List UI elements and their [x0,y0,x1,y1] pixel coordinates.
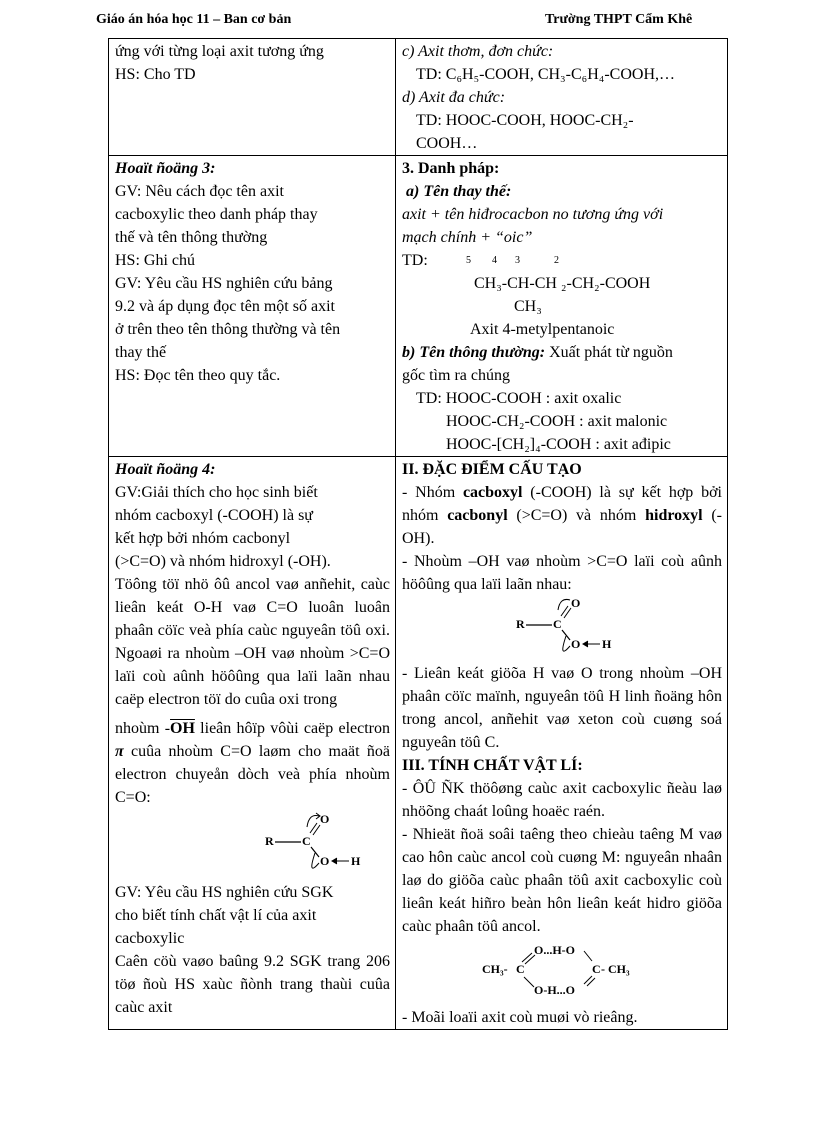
pi-symbol: π [115,743,124,760]
struct-c: C [553,617,562,631]
oh-group: $\overline{OH}$ [170,720,195,737]
activity-3-title: Hoaït ñoäng 3: [115,160,216,177]
term-cacbonyl: cacbonyl [447,507,508,524]
struct-o-bottom: O [571,637,581,651]
text-fragment: nhoùm - [115,720,171,737]
text-line: GV: Yêu cầu HS nghiên cứu bảng [115,275,333,292]
common-example-3: HOOC-[CH₂]₄-COOH : axit ađipic [446,436,671,453]
dimer-structure [402,942,722,1002]
c-title: c) Axit thơm, đơn chức: [402,43,554,60]
carbon-number: 5 [466,255,471,266]
text-line: cacboxylic theo danh pháp thay [115,206,318,223]
carbon-number: 4 [492,255,497,266]
row1-right-cell [396,39,728,156]
lesson-table [108,38,728,1030]
text-line: cacboxylic [115,930,185,947]
text-line: thay thế [115,344,167,361]
term-cacboxyl: cacboxyl [462,484,523,501]
text-line: 9.2 và áp dụng đọc tên một số axit [115,298,335,315]
text-line: ở trên theo tên thông thường và tên [115,321,341,338]
common-example-1: TD: HOOC-COOH : axit oxalic [416,390,622,407]
table-row [109,457,728,1030]
smell-text: - Moãi loaïi axit coù muøi vò rieâng. [402,1009,638,1026]
dimer-bond [522,953,532,962]
dimer-right-group: - CH₃ [601,962,630,976]
nomenclature-title: 3. Danh pháp: [402,160,500,177]
h-o-bond-text: - Lieân keát giöõa H vaø O trong nhoùm –OH phaân cöïc maïnh, nguyeân töû H linh ñoäng hôn trong ancol, anñehit vaø xeton coù cuøng soá nguyeân töû C. [402,665,722,751]
d-title: d) Axit đa chức: [402,89,506,106]
header-left: Giáo án hóa học 11 – Ban cơ bản [96,12,292,27]
row3-left-cell [109,457,396,1030]
struct-o-bottom: O [320,854,330,868]
carbon-numbering [402,249,722,272]
row2-left-cell [109,156,396,457]
arrow-head [583,641,588,647]
text-line: GV: Yêu cầu HS nghiên cứu SGK [115,884,334,901]
struct-bond [562,630,570,640]
dimer-bond [584,951,592,961]
dimer-c2: C [592,962,601,976]
text-line: (>C=O) và nhóm hidroxyl (-OH). [115,553,331,570]
d-example-2: COOH… [416,135,478,152]
text-fragment: lieân hôïp vôùi caëp electron [194,720,390,737]
structure-title: II. ĐẶC ĐIỂM CẤU TẠO [402,461,582,478]
text-line: HS: Ghi chú [115,252,195,269]
text-line: HS: Đọc tên theo quy tắc. [115,367,281,384]
struct-o-top: O [320,812,330,826]
text-line: cho biết tính chất vật lí của axit [115,907,317,924]
struct-h: H [351,854,361,868]
conjugation-paragraph [115,717,390,809]
text-fragment: (>C=O) và nhóm [507,507,646,524]
header-right: Trường THPT Cẩm Khê [545,12,693,27]
text-fragment: (-OH). [402,507,722,547]
struct-o-top: O [571,596,581,610]
hydrogen-bond-dimer-diagram [482,942,652,1002]
struct-c: C [302,834,311,848]
text-line: HS: Cho TD [115,66,196,83]
common-name-title: b) Tên thông thường: [402,344,546,361]
common-name-line [402,341,722,364]
table-row [109,156,728,457]
boiling-point-text: - Nhieät ñoä soâi taêng theo chieàu taêng M vaø cao hôn caùc ancol coù cuøng M: nguyeân nhaân laø do giöõa caùc phaân töû axit cacboxylic coù lieân keát hiñro beàn hôn lieân keát hidro giöõa caùc phaân töû ancol. [402,826,722,935]
text-fragment: (-COOH) là sự kết hợp bởi nhóm [402,484,722,524]
struct-h: H [602,637,612,651]
mutual-influence-text: - Nhoùm –OH vaø nhoùm >C=O laïi coù aûnh höôûng qua laïi laãn nhau: [402,553,722,593]
carboxyl-definition [402,481,722,550]
dimer-top: O...H-O [534,943,575,957]
carbon-number: 3 [515,255,520,266]
struct-r: R [516,617,525,631]
explanation-paragraph: Töông töï nhö ôû ancol vaø anñehit, caùc lieân keát O-H vaø C=O luoân luoân phaân cöïc veà phía caùc nguyeân töû oxi. Ngoaøi ra nhoùm –OH vaø nhoùm >C=O laïi coù aûnh höôûng qua laïi laãn nhau caëp electron töï do cuûa oxi trong [115,576,390,708]
td-label: TD: [402,252,428,269]
text-line: nhóm cacboxyl (-COOH) là sự [115,507,313,524]
text-fragment: cuûa nhoùm C=O laøm cho maät ñoä electron chuyeån dòch veà phía nhoùm C=O: [115,743,390,806]
rule-line-2: mạch chính + “oic” [402,229,533,246]
text-fragment: - Nhóm [402,484,463,501]
text-line: GV:Giải thích cho học sinh biết [115,484,318,501]
c-example: TD: C₆H₅-COOH, CH₃-C₆H₄-COOH,… [416,66,675,83]
struct-r: R [265,834,274,848]
dimer-bottom: O-H...O [534,983,575,997]
curved-arrow [558,599,570,610]
common-name-text-2: gốc tìm ra chúng [402,367,510,384]
state-text: - ÔÛ ÑK thöôøng caùc axit cacboxylic ñeàu laø nhöõng chaát loûng hoaëc raén. [402,780,722,820]
term-hidroxyl: hidroxyl [645,507,703,524]
table-reference-paragraph: Caên cöù vaøo baûng 9.2 SGK trang 206 töø ñoù HS xaùc ñònh trang thaùi cuûa caùc axit [115,953,390,1016]
physical-props-title: III. TÍNH CHẤT VẬT LÍ: [402,757,583,774]
arrow-head [332,858,337,864]
activity-4-title: Hoaït ñoäng 4: [115,461,216,478]
carboxyl-structure-left [115,809,390,881]
carboxyl-structure-right [402,596,722,662]
dimer-bond [524,977,534,987]
carboxyl-structure-diagram [514,596,624,662]
struct-bond [311,847,319,857]
rule-line-1: axit + tên hiđrocacbon no tương ứng với [402,206,664,223]
curved-arrow [307,815,319,827]
d-example-1: TD: HOOC-COOH, HOOC-CH₂- [416,112,634,129]
table-row [109,39,728,156]
text-line: ứng với từng loại axit tương ứng [115,43,324,60]
text-line: GV: Nêu cách đọc tên axit [115,183,284,200]
row1-left-cell [109,39,396,156]
dimer-left-group: CH₃- [482,962,508,976]
dimer-c1: C [516,962,525,976]
carboxyl-structure-diagram [263,809,373,881]
common-example-2: HOOC-CH₂-COOH : axit malonic [446,413,668,430]
text-line: kết hợp bởi nhóm cacbonyl [115,530,291,547]
row2-right-cell [396,156,728,457]
row3-right-cell [396,457,728,1030]
formula-branch: CH₃ [514,298,542,315]
substitutive-title: a) Tên thay thế: [406,183,512,200]
example-name: Axit 4-metylpentanoic [470,321,615,338]
carbon-number: 2 [554,255,559,266]
common-name-text: Xuất phát từ nguồn [545,344,673,361]
text-line: thế và tên thông thường [115,229,268,246]
example-formula: CH₃-CH-CH ₂-CH₂-COOH [474,275,651,292]
